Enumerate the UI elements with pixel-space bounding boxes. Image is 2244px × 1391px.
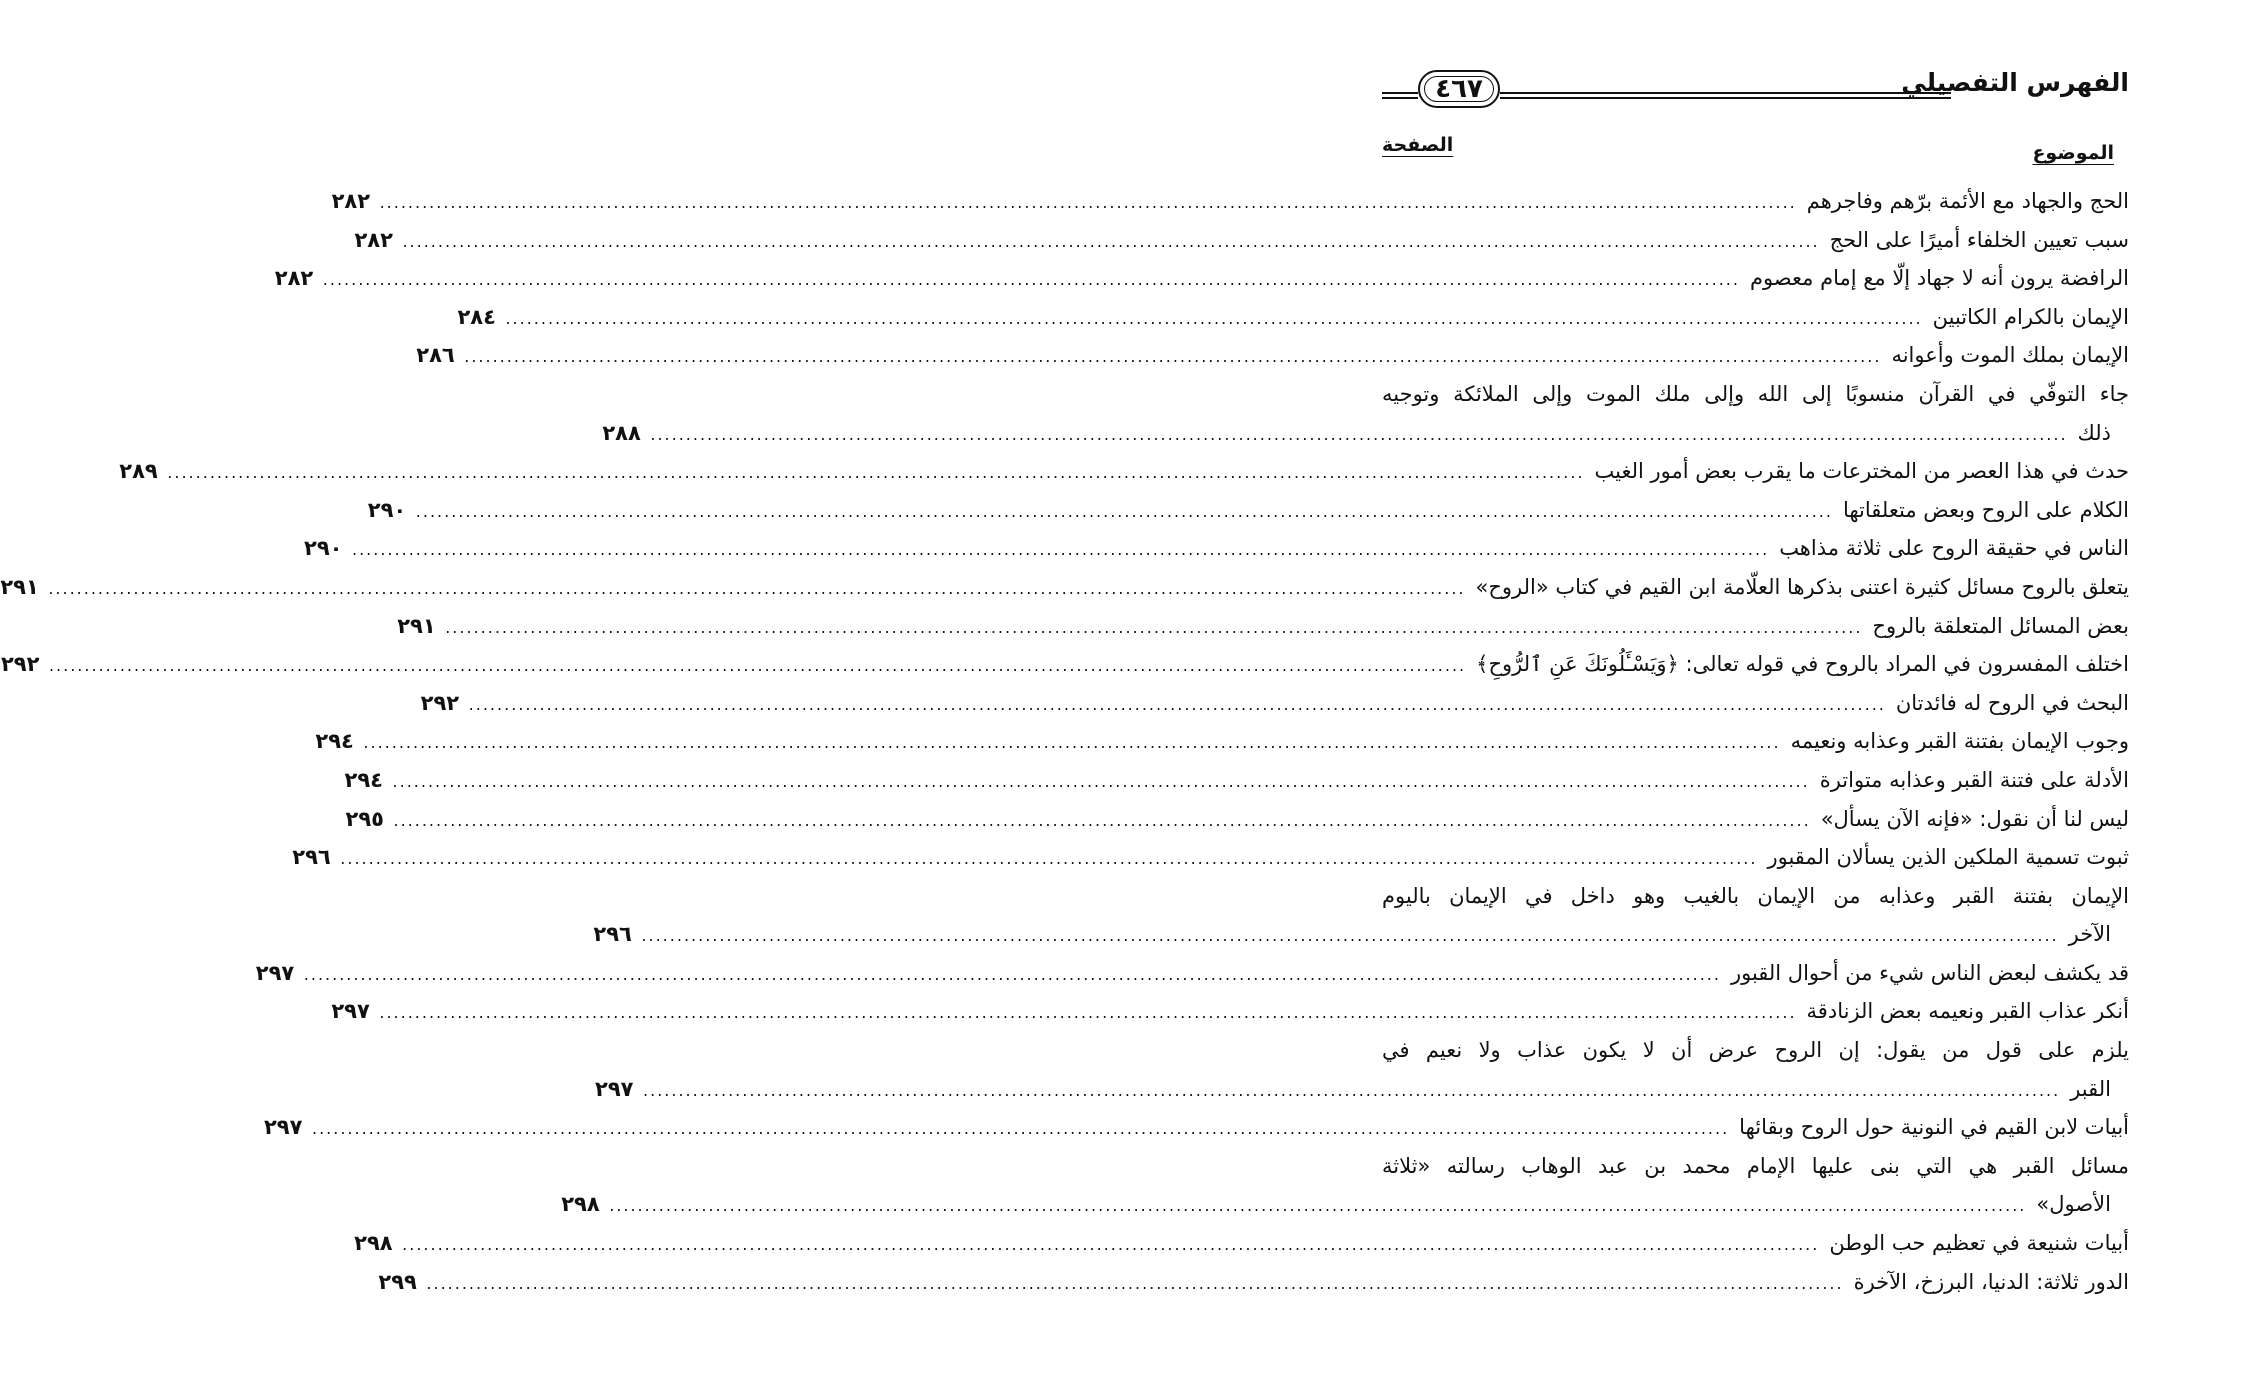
entry-page-number: ٢٨٢ <box>354 227 393 252</box>
entry-page-number: ٢٩٧ <box>255 960 295 985</box>
entry-page-number: ٢٨٨ <box>602 420 641 445</box>
entry-line <box>331 182 2129 221</box>
dot-leader: ........................................................................................................................................................................................................ <box>445 617 1863 637</box>
entry-title: الدور ثلاثة: الدنيا، البرزخ، الآخرة <box>1853 1269 2129 1294</box>
dot-leader: ........................................................................................................................................................................................................ <box>48 578 1466 598</box>
dot-leader: ........................................................................................................................................................................................................ <box>468 694 1886 714</box>
entry-title: الأدلة على فتنة القبر وعذابه متواترة <box>1819 767 2129 792</box>
index-entry <box>561 1147 2129 1224</box>
entry-line <box>397 607 2129 646</box>
entry-page-number: ٢٩١ <box>397 613 436 638</box>
entry-title: أبيات شنيعة في تعظيم حب الوطن <box>1829 1231 2129 1256</box>
entry-page-number: ٢٩٧ <box>263 1115 303 1140</box>
entry-line <box>593 915 2129 954</box>
entry-page-number: ٢٨٩ <box>119 459 158 484</box>
page-header <box>1382 62 2129 110</box>
entry-page-number: ٢٩٦ <box>593 922 632 947</box>
index-entry <box>331 992 2129 1031</box>
entry-title: الآخر <box>2068 922 2111 947</box>
index-entry <box>397 607 2129 646</box>
dot-leader: ........................................................................................................................................................................................................ <box>609 1196 2027 1216</box>
entry-title: أنكر عذاب القبر ونعيمه بعض الزنادقة <box>1806 999 2129 1024</box>
entry-line <box>315 722 2129 761</box>
entry-line <box>420 684 2129 723</box>
column-header-topic: الموضوع <box>2032 142 2114 164</box>
entry-line <box>602 414 2129 453</box>
entry-page-number: ٢٩٧ <box>595 1076 634 1101</box>
dot-leader: ........................................................................................................................................................................................................ <box>402 1235 1820 1255</box>
entry-line <box>354 1224 2129 1263</box>
dot-leader: ........................................................................................................................................................................................................ <box>392 771 1810 791</box>
dot-leader: ........................................................................................................................................................................................................ <box>311 1119 1730 1139</box>
entry-line <box>0 568 2129 607</box>
index-entry <box>595 1031 2129 1108</box>
entry-line <box>561 1185 2129 1224</box>
dot-leader: ........................................................................................................................................................................................................ <box>363 733 1781 753</box>
index-entry <box>354 221 2129 260</box>
index-entry <box>457 298 2129 337</box>
entry-title: يتعلق بالروح مسائل كثيرة اعتنى بذكرها العلّامة ابن القيم في كتاب «الروح» <box>1475 574 2129 599</box>
entry-line <box>378 1263 2129 1302</box>
entry-line <box>0 645 2129 684</box>
entry-title: ثبوت تسمية الملكين الذين يسألان المقبور <box>1767 845 2129 870</box>
index-entries <box>0 182 2129 1301</box>
entry-line <box>274 259 2129 298</box>
index-entry <box>593 877 2129 954</box>
entry-line <box>119 452 2129 491</box>
dot-leader: ........................................................................................................................................................................................................ <box>402 231 1820 251</box>
entry-page-number: ٢٩٠ <box>367 497 407 522</box>
entry-text-first-line: يلزم على قول من يقول: إن الروح عرض أن لا يكون عذاب ولا نعيم في <box>1382 1038 2129 1063</box>
entry-page-number: ٢٩٠ <box>304 536 343 561</box>
index-entry <box>274 259 2129 298</box>
entry-title: الناس في حقيقة الروح على ثلاثة مذاهب <box>1779 536 2129 561</box>
entry-page-number: ٢٨٦ <box>416 343 455 368</box>
entry-line <box>263 1108 2129 1147</box>
entry-line <box>354 221 2129 260</box>
dot-leader: ........................................................................................................................................................................................................ <box>352 540 1770 560</box>
dot-leader: ........................................................................................................................................................................................................ <box>650 424 2068 444</box>
entry-title: البحث في الروح له فائدتان <box>1895 690 2129 715</box>
entry-title: الأصول» <box>2036 1192 2111 1217</box>
entry-title: سبب تعيين الخلفاء أميرًا على الحج <box>1829 227 2129 252</box>
entry-title: وجوب الإيمان بفتنة القبر وعذابه ونعيمه <box>1790 729 2129 754</box>
entry-title: اختلف المفسرون في المراد بالروح في قوله تعالى: ﴿وَيَسْـَٔلُونَكَ عَنِ ٱلرُّوحِ﴾ <box>1476 652 2129 677</box>
index-entry <box>0 568 2129 607</box>
index-entry <box>331 182 2129 221</box>
entry-line <box>331 992 2129 1031</box>
dot-leader: ........................................................................................................................................................................................................ <box>641 926 2059 946</box>
index-entry <box>344 761 2129 800</box>
index-entry <box>263 1108 2129 1147</box>
dot-leader: ........................................................................................................................................................................................................ <box>643 1080 2061 1100</box>
dot-leader: ........................................................................................................................................................................................................ <box>393 810 1811 830</box>
entry-title: القبر <box>2070 1076 2111 1101</box>
index-entry <box>420 684 2129 723</box>
page-number: ٤٦٧ <box>1435 74 1483 104</box>
index-entry <box>255 954 2129 993</box>
index-entry <box>292 838 2129 877</box>
entry-title: الإيمان بالكرام الكاتبين <box>1932 304 2129 329</box>
entry-page-number: ٢٩٦ <box>292 845 331 870</box>
entry-line <box>595 1070 2129 1109</box>
entry-title: ليس لنا أن نقول: «فإنه الآن يسأل» <box>1820 806 2129 831</box>
index-entry <box>367 491 2129 530</box>
running-title: الفهرس التفصيلي <box>1901 68 2129 97</box>
index-entry <box>602 375 2129 452</box>
entry-title: ذلك <box>2077 420 2111 445</box>
column-header-page: الصفحة <box>1382 134 1454 156</box>
entry-title: قد يكشف لبعض الناس شيء من أحوال القبور <box>1730 960 2129 985</box>
entry-line <box>292 838 2129 877</box>
entry-page-number: ٢٩٢ <box>0 652 40 677</box>
entry-line <box>345 800 2129 839</box>
dot-leader: ........................................................................................................................................................................................................ <box>464 347 1882 367</box>
entry-title: بعض المسائل المتعلقة بالروح <box>1872 613 2129 638</box>
dot-leader: ........................................................................................................................................................................................................ <box>426 1273 1844 1293</box>
entry-page-number: ٢٨٤ <box>457 304 496 329</box>
entry-page-number: ٢٨٢ <box>274 266 314 291</box>
dot-leader: ........................................................................................................................................................................................................ <box>48 656 1467 676</box>
dot-leader: ........................................................................................................................................................................................................ <box>379 1003 1797 1023</box>
entry-page-number: ٢٩١ <box>0 574 39 599</box>
index-entry <box>119 452 2129 491</box>
entry-line <box>416 336 2129 375</box>
index-entry <box>416 336 2129 375</box>
entry-page-number: ٢٩٤ <box>344 767 383 792</box>
entry-text-first-line: جاء التوفّي في القرآن منسوبًا إلى الله وإلى ملك الموت وإلى الملائكة وتوجيه <box>1382 381 2129 406</box>
entry-page-number: ٢٩٨ <box>354 1231 393 1256</box>
entry-page-number: ٢٩٢ <box>420 690 460 715</box>
header-rule-left <box>1382 92 1418 99</box>
entry-line <box>367 491 2129 530</box>
entry-page-number: ٢٨٢ <box>331 189 371 213</box>
dot-leader: ........................................................................................................................................................................................................ <box>340 849 1758 869</box>
header-rule <box>1500 92 1951 99</box>
index-entry <box>378 1263 2129 1302</box>
dot-leader: ........................................................................................................................................................................................................ <box>415 501 1833 521</box>
dot-leader: ........................................................................................................................................................................................................ <box>379 193 1797 212</box>
entry-page-number: ٢٩٤ <box>315 729 354 754</box>
entry-line <box>304 529 2129 568</box>
index-entry <box>315 722 2129 761</box>
entry-title: حدث في هذا العصر من المخترعات ما يقرب بعض أمور الغيب <box>1594 459 2129 484</box>
entry-title: الكلام على الروح وبعض متعلقاتها <box>1842 497 2129 522</box>
entry-line <box>255 954 2129 993</box>
entry-title: الحج والجهاد مع الأئمة برّهم وفاجرهم <box>1806 189 2129 213</box>
entry-line <box>457 298 2129 337</box>
entry-title: أبيات لابن القيم في النونية حول الروح وبقائها <box>1739 1115 2129 1140</box>
dot-leader: ........................................................................................................................................................................................................ <box>322 270 1740 290</box>
entry-text-first-line: الإيمان بفتنة القبر وعذابه من الإيمان بالغيب وهو داخل في الإيمان باليوم <box>1382 883 2129 908</box>
entry-text-first-line: مسائل القبر هي التي بنى عليها الإمام محمد بن عبد الوهاب رسالته «ثلاثة <box>1382 1153 2129 1178</box>
index-entry <box>354 1224 2129 1263</box>
entry-title: الإيمان بملك الموت وأعوانه <box>1891 343 2129 368</box>
entry-page-number: ٢٩٧ <box>331 999 370 1024</box>
dot-leader: ........................................................................................................................................................................................................ <box>167 463 1585 483</box>
dot-leader: ........................................................................................................................................................................................................ <box>505 308 1923 328</box>
entry-page-number: ٢٩٥ <box>345 806 384 831</box>
index-entry <box>0 645 2129 684</box>
entry-page-number: ٢٩٩ <box>378 1269 417 1294</box>
dot-leader: ........................................................................................................................................................................................................ <box>303 964 1721 984</box>
index-entry <box>345 800 2129 839</box>
page-number-badge <box>1418 70 1500 108</box>
entry-line <box>344 761 2129 800</box>
entry-page-number: ٢٩٨ <box>561 1192 600 1217</box>
index-entry <box>304 529 2129 568</box>
entry-title: الرافضة يرون أنه لا جهاد إلّا مع إمام معصوم <box>1749 266 2129 291</box>
